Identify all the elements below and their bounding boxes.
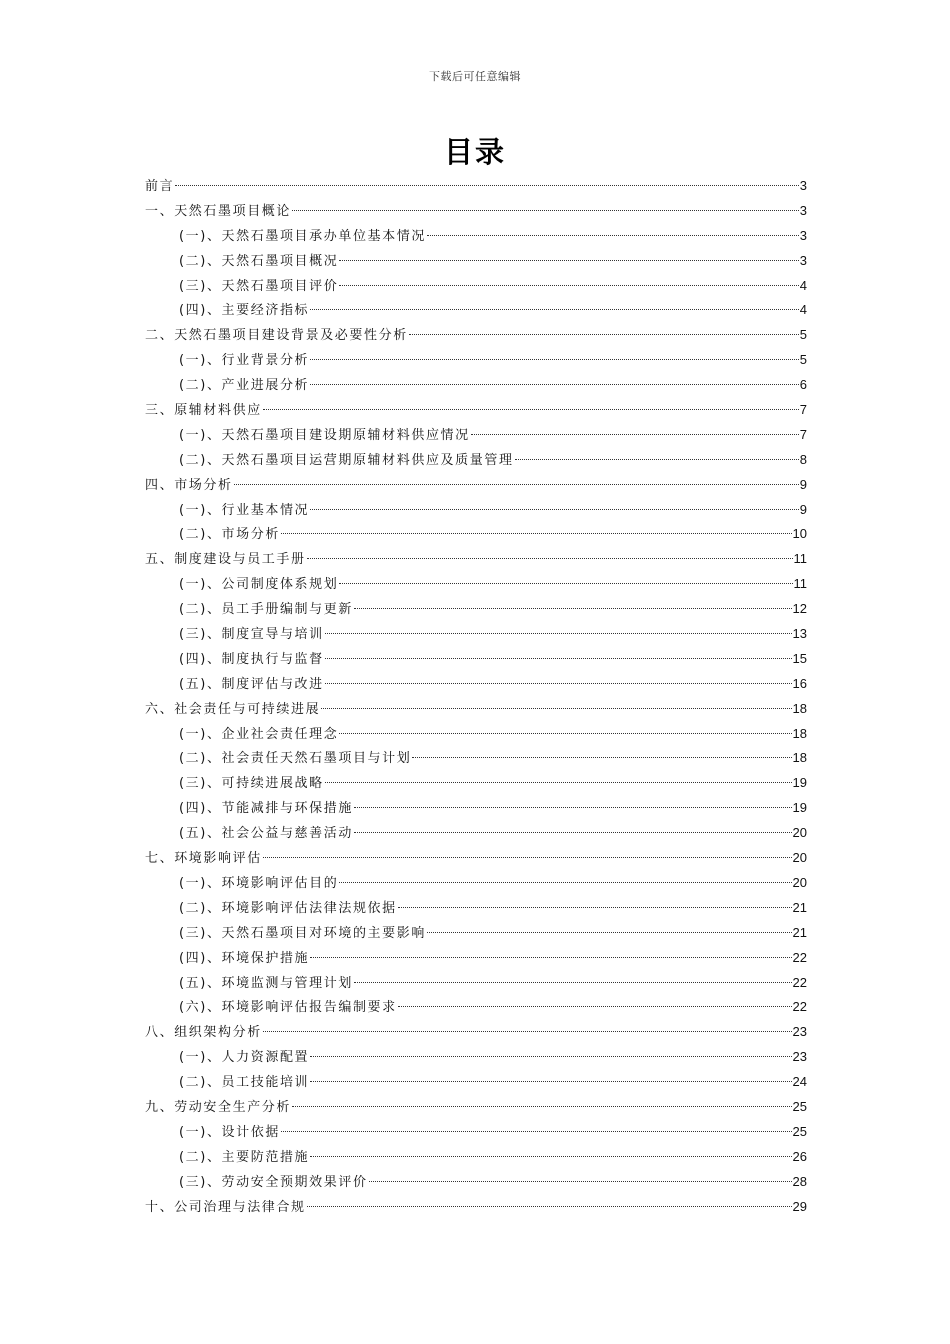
toc-page-number: 10 — [792, 526, 807, 542]
toc-page-number: 5 — [799, 352, 807, 368]
toc-subsection-entry[interactable] — [145, 796, 807, 821]
toc-page-number: 15 — [792, 650, 807, 666]
toc-dot-leader — [398, 1006, 792, 1007]
toc-page-number: 16 — [792, 675, 807, 691]
toc-dot-leader — [409, 334, 799, 335]
toc-entry-label: 二、天然石墨项目建设背景及必要性分析 — [145, 328, 408, 344]
toc-subsection-entry[interactable] — [145, 298, 807, 323]
toc-page-number: 20 — [792, 850, 807, 866]
toc-dot-leader — [263, 409, 799, 410]
toc-subsection-entry[interactable] — [145, 921, 807, 946]
toc-entry-label: (六)、环境影响评估报告编制要求 — [179, 1000, 397, 1016]
toc-page-number: 4 — [799, 277, 807, 293]
toc-entry-label: 三、原辅材料供应 — [145, 403, 262, 419]
toc-page-number: 29 — [792, 1198, 807, 1214]
toc-page-number: 18 — [792, 700, 807, 716]
toc-subsection-entry[interactable] — [145, 423, 807, 448]
toc-dot-leader — [398, 907, 792, 908]
toc-page-number: 4 — [799, 302, 807, 318]
toc-entry-label: 五、制度建设与员工手册 — [145, 552, 306, 568]
toc-subsection-entry[interactable] — [145, 722, 807, 747]
toc-page-number: 13 — [792, 626, 807, 642]
toc-page-number: 23 — [792, 1049, 807, 1065]
toc-entry-label: (一)、天然石墨项目建设期原辅材料供应情况 — [179, 427, 470, 443]
toc-dot-leader — [354, 807, 792, 808]
toc-section-entry[interactable] — [145, 323, 807, 348]
toc-dot-leader — [412, 757, 791, 758]
toc-subsection-entry[interactable] — [145, 1070, 807, 1095]
toc-dot-leader — [307, 558, 793, 559]
toc-subsection-entry[interactable] — [145, 597, 807, 622]
toc-entry-label: (二)、环境影响评估法律法规依据 — [179, 900, 397, 916]
toc-dot-leader — [339, 882, 791, 883]
toc-entry-label: (五)、环境监测与管理计划 — [179, 975, 353, 991]
toc-entry-label: 四、市场分析 — [145, 477, 233, 493]
toc-entry-label: (一)、人力资源配置 — [179, 1050, 310, 1066]
toc-entry-label: (一)、设计依据 — [179, 1124, 280, 1140]
toc-page-number: 24 — [792, 1074, 807, 1090]
toc-entry-label: (二)、社会责任天然石墨项目与计划 — [179, 751, 412, 767]
toc-dot-leader — [354, 608, 792, 609]
toc-entry-label: (一)、天然石墨项目承办单位基本情况 — [179, 228, 426, 244]
toc-dot-leader — [310, 957, 791, 958]
toc-entry-label: (三)、天然石墨项目评价 — [179, 278, 339, 294]
toc-subsection-entry[interactable] — [145, 971, 807, 996]
toc-dot-leader — [263, 1031, 792, 1032]
header-note: 下载后可任意编辑 — [429, 70, 521, 83]
toc-dot-leader — [310, 1156, 791, 1157]
toc-entry-label: (二)、天然石墨项目运营期原辅材料供应及质量管理 — [179, 452, 514, 468]
toc-page-number: 23 — [792, 1024, 807, 1040]
toc-dot-leader — [292, 1106, 792, 1107]
toc-page-number: 3 — [799, 227, 807, 243]
toc-page-number: 28 — [792, 1173, 807, 1189]
toc-dot-leader — [427, 235, 799, 236]
toc-entry-label: (一)、行业背景分析 — [179, 353, 310, 369]
toc-dot-leader — [310, 309, 799, 310]
toc-page-number: 3 — [799, 252, 807, 268]
toc-entry-label: (二)、市场分析 — [179, 527, 280, 543]
toc-dot-leader — [234, 484, 799, 485]
toc-entry-label: (三)、劳动安全预期效果评价 — [179, 1174, 368, 1190]
toc-subsection-entry[interactable] — [145, 1120, 807, 1145]
toc-entry-label: (二)、员工手册编制与更新 — [179, 602, 353, 618]
toc-page-number: 21 — [792, 924, 807, 940]
toc-dot-leader — [339, 285, 798, 286]
toc-page-number: 7 — [799, 426, 807, 442]
toc-entry-label: 十、公司治理与法律合规 — [145, 1199, 306, 1215]
toc-page-number: 21 — [792, 899, 807, 915]
toc-subsection-entry[interactable] — [145, 1045, 807, 1070]
toc-subsection-entry[interactable] — [145, 622, 807, 647]
toc-entry-label: (四)、制度执行与监督 — [179, 651, 324, 667]
toc-dot-leader — [281, 1131, 792, 1132]
toc-page-number: 8 — [799, 451, 807, 467]
toc-subsection-entry[interactable] — [145, 522, 807, 547]
toc-subsection-entry[interactable] — [145, 946, 807, 971]
toc-entry-label: (一)、环境影响评估目的 — [179, 875, 339, 891]
toc-subsection-entry[interactable] — [145, 448, 807, 473]
toc-subsection-entry[interactable] — [145, 896, 807, 921]
toc-dot-leader — [325, 683, 792, 684]
toc-subsection-entry[interactable] — [145, 1145, 807, 1170]
toc-dot-leader — [310, 1081, 791, 1082]
toc-dot-leader — [427, 932, 792, 933]
toc-dot-leader — [339, 733, 791, 734]
toc-entry-label: (五)、社会公益与慈善活动 — [179, 826, 353, 842]
toc-dot-leader — [325, 633, 792, 634]
toc-entry-label: 前言 — [145, 179, 175, 194]
toc-dot-leader — [263, 857, 792, 858]
toc-page-number: 3 — [799, 202, 807, 218]
toc-entry-label: (二)、产业进展分析 — [179, 378, 310, 394]
toc-dot-leader — [354, 982, 792, 983]
toc-subsection-entry[interactable] — [145, 672, 807, 697]
toc-page-number: 9 — [799, 501, 807, 517]
toc-entry-label: (四)、环境保护措施 — [179, 950, 310, 966]
toc-entry-label: (三)、可持续进展战略 — [179, 776, 324, 792]
toc-dot-leader — [307, 1206, 792, 1207]
toc-section-entry[interactable] — [145, 1095, 807, 1120]
toc-page-number: 19 — [792, 775, 807, 791]
toc-dot-leader — [325, 782, 792, 783]
toc-section-entry[interactable] — [145, 697, 807, 722]
toc-subsection-entry[interactable] — [145, 771, 807, 796]
toc-dot-leader — [325, 658, 792, 659]
toc-dot-leader — [175, 185, 799, 186]
toc-page-number: 18 — [792, 725, 807, 741]
toc-section-entry[interactable] — [145, 846, 807, 871]
toc-entry-label: (四)、节能减排与环保措施 — [179, 801, 353, 817]
toc-subsection-entry[interactable] — [145, 647, 807, 672]
toc-entry-label: 八、组织架构分析 — [145, 1025, 262, 1041]
toc-entry-label: (三)、天然石墨项目对环境的主要影响 — [179, 925, 426, 941]
toc-page-number: 3 — [799, 178, 807, 193]
toc-page-number: 6 — [799, 377, 807, 393]
toc-page-number: 19 — [792, 800, 807, 816]
toc-dot-leader — [310, 384, 799, 385]
toc-section-entry[interactable] — [145, 547, 807, 572]
toc-page-number: 18 — [792, 750, 807, 766]
toc-dot-leader — [369, 1181, 792, 1182]
toc-subsection-entry[interactable] — [145, 1170, 807, 1195]
toc-dot-leader — [339, 260, 798, 261]
toc-subsection-entry[interactable] — [145, 746, 807, 771]
toc-page-number: 11 — [793, 576, 807, 592]
toc-section-entry[interactable] — [145, 199, 807, 224]
toc-entry-label: (一)、公司制度体系规划 — [179, 577, 339, 593]
toc-subsection-entry[interactable] — [145, 871, 807, 896]
toc-dot-leader — [321, 708, 791, 709]
toc-subsection-entry[interactable] — [145, 498, 807, 523]
toc-entry-label: (二)、主要防范措施 — [179, 1149, 310, 1165]
toc-page-number: 20 — [792, 874, 807, 890]
toc-page-number: 9 — [799, 476, 807, 492]
toc-subsection-entry[interactable] — [145, 274, 807, 299]
toc-section-entry[interactable] — [145, 174, 807, 199]
toc-entry-label: (四)、主要经济指标 — [179, 303, 310, 319]
toc-entry-label: (一)、行业基本情况 — [179, 502, 310, 518]
toc-entry-label: (三)、制度宣导与培训 — [179, 627, 324, 643]
toc-entry-label: 七、环境影响评估 — [145, 851, 262, 867]
toc-page-number: 22 — [792, 974, 807, 990]
toc-subsection-entry[interactable] — [145, 572, 807, 597]
toc-dot-leader — [310, 359, 799, 360]
toc-page-number: 7 — [799, 402, 807, 418]
toc-entry-label: (五)、制度评估与改进 — [179, 676, 324, 692]
toc-page-number: 20 — [792, 825, 807, 841]
toc-entry-label: (二)、天然石墨项目概况 — [179, 253, 339, 269]
toc-subsection-entry[interactable] — [145, 373, 807, 398]
toc-section-entry[interactable] — [145, 1020, 807, 1045]
toc-dot-leader — [292, 210, 799, 211]
table-of-contents — [145, 174, 807, 1219]
toc-page-number: 12 — [792, 601, 807, 617]
toc-subsection-entry[interactable] — [145, 249, 807, 274]
toc-dot-leader — [310, 1056, 791, 1057]
toc-subsection-entry[interactable] — [145, 348, 807, 373]
toc-page-number: 25 — [792, 1123, 807, 1139]
toc-section-entry[interactable] — [145, 398, 807, 423]
toc-page-number: 25 — [792, 1098, 807, 1114]
toc-page-number: 22 — [792, 949, 807, 965]
toc-page-number: 22 — [792, 999, 807, 1015]
toc-entry-label: (一)、企业社会责任理念 — [179, 726, 339, 742]
toc-entry-label: 六、社会责任与可持续进展 — [145, 701, 321, 717]
toc-section-entry[interactable] — [145, 1195, 807, 1220]
toc-dot-leader — [281, 533, 792, 534]
toc-dot-leader — [354, 832, 792, 833]
toc-entry-label: (二)、员工技能培训 — [179, 1075, 310, 1091]
toc-title: 目录 — [443, 135, 506, 169]
toc-page-number: 26 — [792, 1148, 807, 1164]
toc-dot-leader — [339, 583, 792, 584]
toc-subsection-entry[interactable] — [145, 995, 807, 1020]
toc-subsection-entry[interactable] — [145, 821, 807, 846]
toc-section-entry[interactable] — [145, 473, 807, 498]
toc-dot-leader — [471, 434, 799, 435]
toc-subsection-entry[interactable] — [145, 224, 807, 249]
toc-entry-label: 九、劳动安全生产分析 — [145, 1099, 292, 1115]
toc-page-number: 11 — [793, 551, 807, 567]
toc-dot-leader — [310, 509, 799, 510]
toc-page-number: 5 — [799, 327, 807, 343]
toc-entry-label: 一、天然石墨项目概论 — [145, 203, 292, 219]
toc-dot-leader — [515, 459, 799, 460]
